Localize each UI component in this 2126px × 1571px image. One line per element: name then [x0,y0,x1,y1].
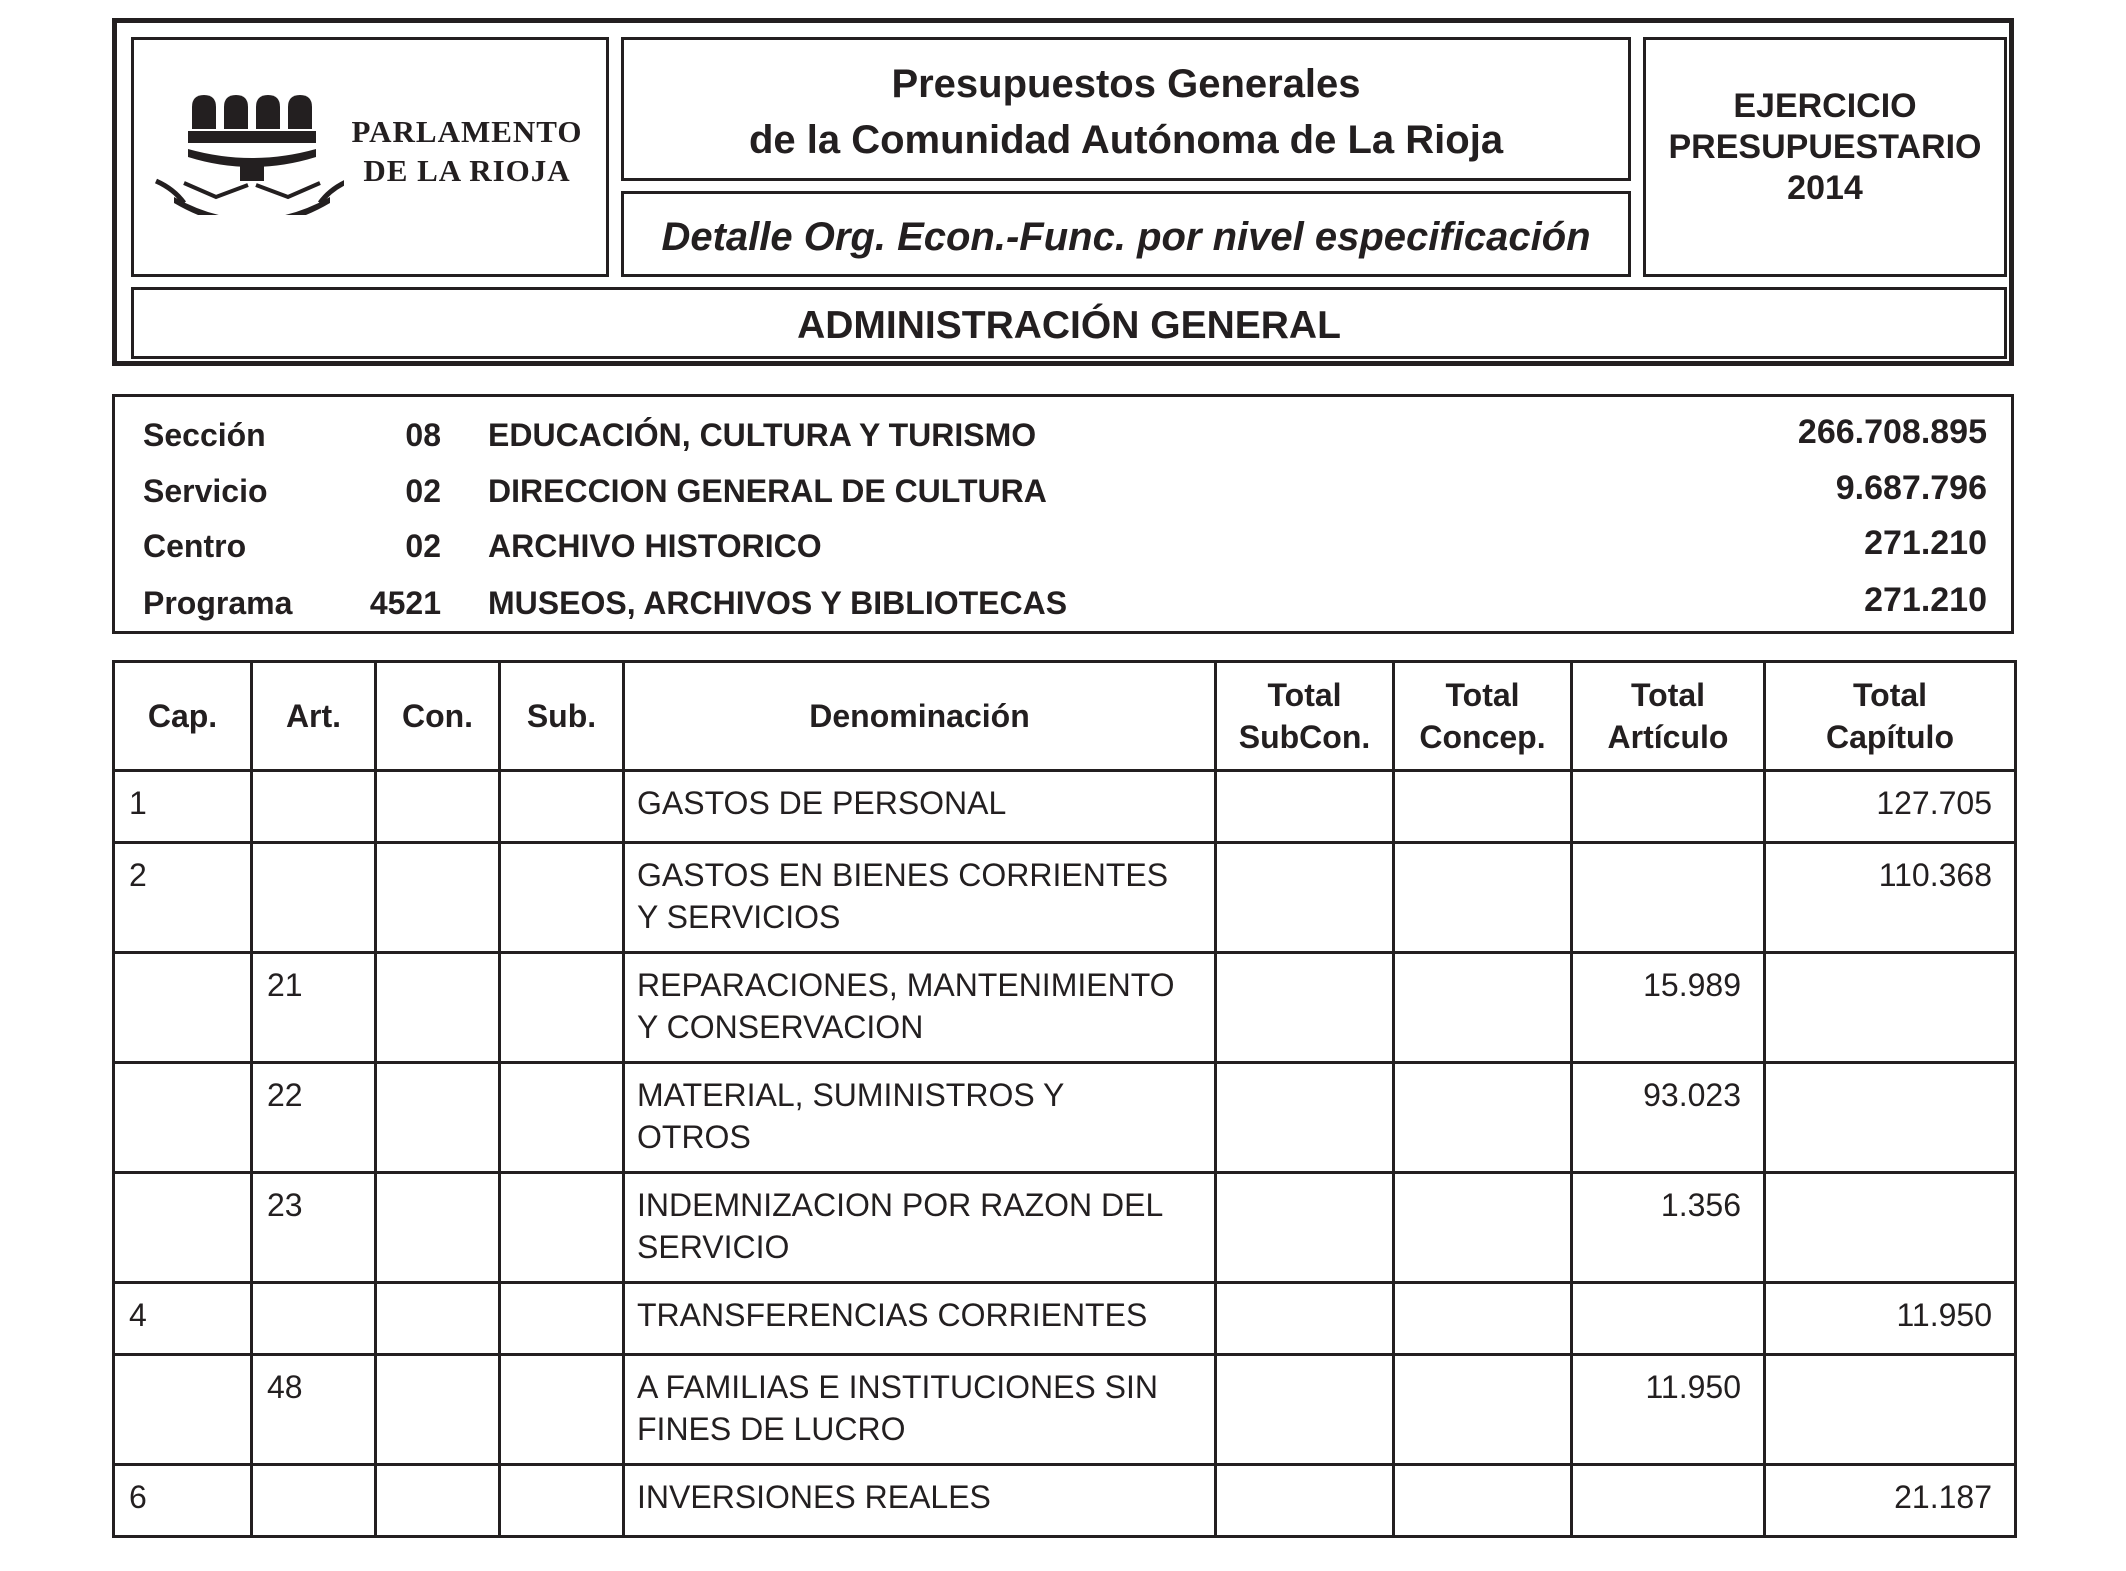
info-amount: 271.210 [1864,581,1987,619]
header-sub: Sub. [500,662,624,771]
cell-total-articulo: 93.023 [1572,1063,1765,1173]
cell-total-subcon [1216,1063,1394,1173]
section-title: ADMINISTRACIÓN GENERAL [797,304,1341,347]
cell-denominacion [624,1173,1216,1283]
cell-total-capitulo: 21.187 [1765,1465,2016,1537]
logo-text-line1: PARLAMENTO [351,114,583,149]
year-line1: EJERCICIO [1733,87,1917,125]
cell-total-capitulo [1765,1063,2016,1173]
cell-denominacion [624,1283,1216,1355]
title-line2: de la Comunidad Autónoma de La Rioja [748,118,1504,162]
info-amount: 9.687.796 [1835,469,1987,507]
year-panel [1643,37,2007,277]
cell-con [376,1465,500,1537]
document-header [112,18,2014,366]
denominacion-line1: A FAMILIAS E INSTITUCIONES SIN [637,1369,1158,1405]
cell-total-capitulo [1765,1355,2016,1465]
cell-total-concep [1394,1063,1572,1173]
cell-cap [114,1355,252,1465]
cell-total-articulo [1572,1465,1765,1537]
denominacion-line1: REPARACIONES, MANTENIMIENTO [637,967,1175,1003]
cell-denominacion [624,953,1216,1063]
cell-denominacion [624,843,1216,953]
title-line1: Presupuestos Generales [891,62,1361,106]
section-title-panel [131,287,2007,359]
cell-total-subcon [1216,1173,1394,1283]
cell-denominacion [624,1355,1216,1465]
cell-total-subcon [1216,843,1394,953]
subtitle-panel [621,191,1631,277]
header-total-capitulo-line1: Total [1852,677,1928,713]
denominacion-line1: GASTOS EN BIENES CORRIENTES [637,857,1169,893]
cell-total-articulo [1572,1283,1765,1355]
cell-con [376,1063,500,1173]
cell-total-capitulo [1765,953,2016,1063]
cell-total-articulo [1572,843,1765,953]
budget-table [112,660,2017,1538]
logo-text-line2: DE LA RIOJA [363,153,571,188]
table-row [114,1063,2016,1173]
denominacion-line2: SERVICIO [637,1229,790,1265]
info-row-programa [115,575,2011,631]
denominacion-line1: INVERSIONES REALES [637,1479,991,1515]
info-amount: 266.708.895 [1797,413,1987,451]
header-con: Con. [376,662,500,771]
header-total-concep-line1: Total [1445,677,1520,713]
header-total-articulo-line1: Total [1630,677,1706,713]
info-name: MUSEOS, ARCHIVOS Y BIBLIOTECAS [488,585,1068,621]
cell-denominacion [624,771,1216,843]
logo-panel [131,37,609,277]
cell-sub [500,1063,624,1173]
denominacion-line1: INDEMNIZACION POR RAZON DEL [637,1187,1164,1223]
cell-sub [500,1173,624,1283]
title-panel [621,37,1631,181]
denominacion-line2: FINES DE LUCRO [637,1411,906,1447]
cell-cap: 4 [114,1283,252,1355]
header-total-concep-line2: Concep. [1419,719,1546,755]
cell-total-subcon [1216,771,1394,843]
cell-cap [114,953,252,1063]
cell-total-subcon [1216,1355,1394,1465]
info-row-seccion [115,407,2011,463]
header-denominacion: Denominación [624,662,1216,771]
cell-con [376,953,500,1063]
subtitle: Detalle Org. Econ.-Func. por nivel especificación [661,215,1591,259]
cell-con [376,1283,500,1355]
cell-total-articulo: 15.989 [1572,953,1765,1063]
header-total-capitulo [1765,662,2016,771]
denominacion-line1: TRANSFERENCIAS CORRIENTES [637,1297,1148,1333]
header-total-subcon [1216,662,1394,771]
info-row-centro [115,518,2011,574]
cell-con [376,843,500,953]
table-row [114,1283,2016,1355]
info-name: ARCHIVO HISTORICO [488,528,822,564]
cell-total-subcon [1216,953,1394,1063]
parliament-emblem-icon [144,85,344,215]
header-total-capitulo-line2: Capítulo [1826,719,1954,755]
denominacion-line2: Y SERVICIOS [637,899,841,935]
table-row [114,1355,2016,1465]
cell-con [376,771,500,843]
info-row-servicio [115,463,2011,519]
header-total-articulo-line2: Artículo [1607,719,1729,755]
info-label: Sección [143,417,266,453]
cell-sub [500,771,624,843]
info-label: Centro [143,528,247,564]
cell-total-capitulo [1765,1173,2016,1283]
header-total-subcon-line1: Total [1267,677,1342,713]
info-amount: 271.210 [1864,524,1987,562]
cell-total-capitulo: 11.950 [1765,1283,2016,1355]
logo-text [342,112,592,190]
cell-art [252,771,376,843]
table-row [114,771,2016,843]
cell-con [376,1355,500,1465]
cell-art [252,843,376,953]
cell-total-capitulo: 110.368 [1765,843,2016,953]
cell-con [376,1173,500,1283]
cell-total-concep [1394,953,1572,1063]
cell-total-articulo: 11.950 [1572,1355,1765,1465]
cell-total-concep [1394,843,1572,953]
info-code: 08 [405,417,441,453]
organization-info [112,394,2014,634]
table-row [114,953,2016,1063]
cell-total-subcon [1216,1283,1394,1355]
year-line3: 2014 [1787,169,1863,207]
cell-denominacion [624,1063,1216,1173]
cell-total-articulo: 1.356 [1572,1173,1765,1283]
denominacion-line1: MATERIAL, SUMINISTROS Y [637,1077,1065,1113]
cell-sub [500,1283,624,1355]
header-total-subcon-line2: SubCon. [1238,719,1371,755]
year-line2: PRESUPUESTARIO [1668,128,1982,166]
info-code: 4521 [369,585,441,621]
cell-art: 23 [252,1173,376,1283]
denominacion-line2: OTROS [637,1119,751,1155]
cell-total-articulo [1572,771,1765,843]
cell-sub [500,843,624,953]
header-total-articulo [1572,662,1765,771]
table-row [114,1465,2016,1537]
cell-total-concep [1394,771,1572,843]
cell-art [252,1465,376,1537]
cell-total-concep [1394,1173,1572,1283]
cell-total-concep [1394,1283,1572,1355]
header-cap: Cap. [114,662,252,771]
cell-total-subcon [1216,1465,1394,1537]
cell-cap: 1 [114,771,252,843]
cell-art: 22 [252,1063,376,1173]
info-code: 02 [405,473,441,509]
info-label: Servicio [143,473,268,509]
info-name: EDUCACIÓN, CULTURA Y TURISMO [488,417,1037,453]
info-code: 02 [405,528,441,564]
table-row [114,1173,2016,1283]
cell-art [252,1283,376,1355]
cell-sub [500,953,624,1063]
denominacion-line2: Y CONSERVACION [637,1009,924,1045]
cell-sub [500,1355,624,1465]
table-row [114,843,2016,953]
cell-total-concep [1394,1465,1572,1537]
cell-total-concep [1394,1355,1572,1465]
cell-cap [114,1173,252,1283]
cell-total-capitulo: 127.705 [1765,771,2016,843]
cell-art: 21 [252,953,376,1063]
cell-cap: 6 [114,1465,252,1537]
cell-cap [114,1063,252,1173]
header-art: Art. [252,662,376,771]
cell-art: 48 [252,1355,376,1465]
table-header-row [114,662,2016,771]
cell-denominacion [624,1465,1216,1537]
cell-sub [500,1465,624,1537]
cell-cap: 2 [114,843,252,953]
info-label: Programa [143,585,293,621]
header-total-concep [1394,662,1572,771]
info-name: DIRECCION GENERAL DE CULTURA [488,473,1047,509]
denominacion-line1: GASTOS DE PERSONAL [637,785,1007,821]
